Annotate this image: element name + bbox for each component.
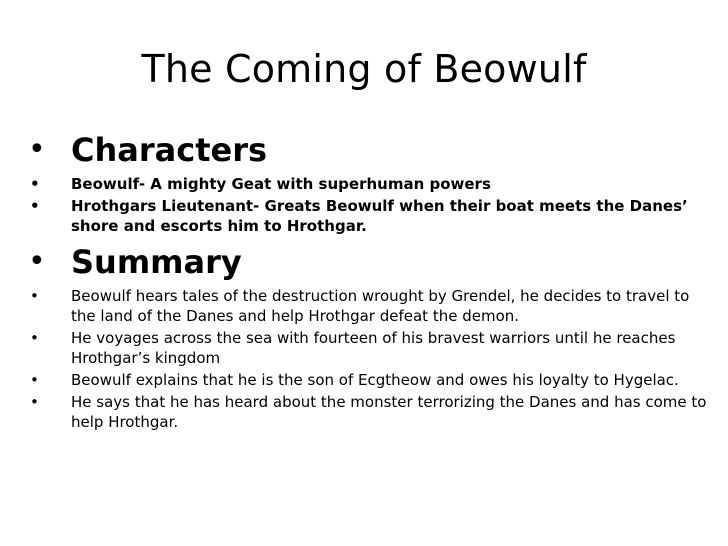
slide-title: The Coming of Beowulf [141,47,587,91]
list-item-text: He voyages across the sea with fourteen of his bravest warriors until he reaches Hrothgar’s kingdom [71,329,676,367]
list-item-summary [28,370,708,390]
bullet-icon: • [30,371,39,389]
list-item-summary [28,328,708,368]
list-item-text: Beowulf hears tales of the destruction wrought by Grendel, he decides to travel to the land of the Danes and help Hrothgar defeat the demon. [71,287,690,325]
bullet-icon: • [30,197,40,215]
section-heading-label: Characters [71,131,268,169]
bullet-icon: • [30,287,39,305]
bullet-icon: • [30,175,40,193]
list-item-text: He says that he has heard about the monster terrorizing the Danes and has come to help Hrothgar. [71,393,707,431]
bullet-icon: • [30,393,39,411]
list-item-character [28,196,708,236]
list-item-summary [28,286,708,326]
list-item-text: Beowulf- A mighty Geat with superhuman powers [71,175,491,193]
list-item-character [28,174,708,194]
section-heading-characters [28,128,708,172]
bullet-icon: • [28,132,46,167]
section-heading-summary [28,240,708,284]
section-heading-label: Summary [71,243,242,281]
bullet-icon: • [30,329,39,347]
bullet-icon: • [28,244,46,279]
list-item-text: Beowulf explains that he is the son of Ecgtheow and owes his loyalty to Hygelac. [71,371,679,389]
slide-content [28,128,708,434]
list-item-summary [28,392,708,432]
list-item-text: Hrothgars Lieutenant- Greats Beowulf when their boat meets the Danes’ shore and escorts him to Hrothgar. [71,197,688,235]
